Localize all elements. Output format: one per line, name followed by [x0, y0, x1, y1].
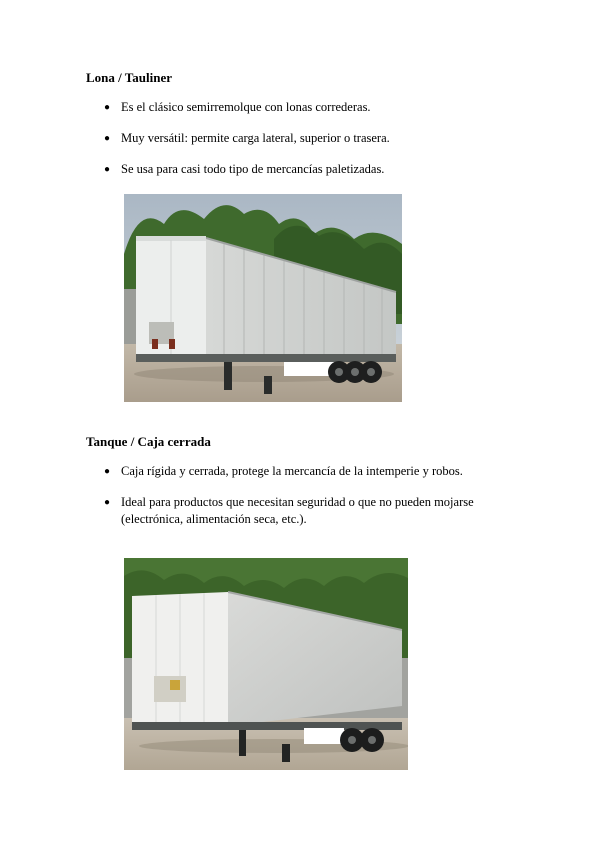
- bullet-icon: ●: [104, 497, 111, 508]
- bullet-icon: ●: [104, 102, 111, 113]
- tauliner-trailer-photo: [124, 194, 402, 402]
- list-item: ● Ideal para productos que necesitan seguridad o que no pueden mojarse (electrónica, alimentación seca, etc.).: [104, 495, 474, 526]
- bullet-icon: ●: [104, 164, 111, 175]
- list-item: ● Muy versátil: permite carga lateral, superior o trasera.: [104, 131, 390, 145]
- section-heading-caja-cerrada: Tanque / Caja cerrada: [86, 434, 211, 449]
- list-item: ● Caja rígida y cerrada, protege la mercancía de la intemperie y robos.: [104, 464, 463, 478]
- bullet-list-tauliner: [86, 99, 506, 178]
- bullet-list-caja-cerrada: [86, 463, 506, 528]
- bullet-icon: ●: [104, 133, 111, 144]
- list-item: ● Es el clásico semirremolque con lonas correderas.: [104, 100, 371, 114]
- bullet-icon: ●: [104, 466, 111, 477]
- box-trailer-photo: [124, 558, 408, 770]
- list-item: ● Se usa para casi todo tipo de mercancías paletizadas.: [104, 162, 385, 176]
- section-heading-tauliner: Lona / Tauliner: [86, 70, 172, 85]
